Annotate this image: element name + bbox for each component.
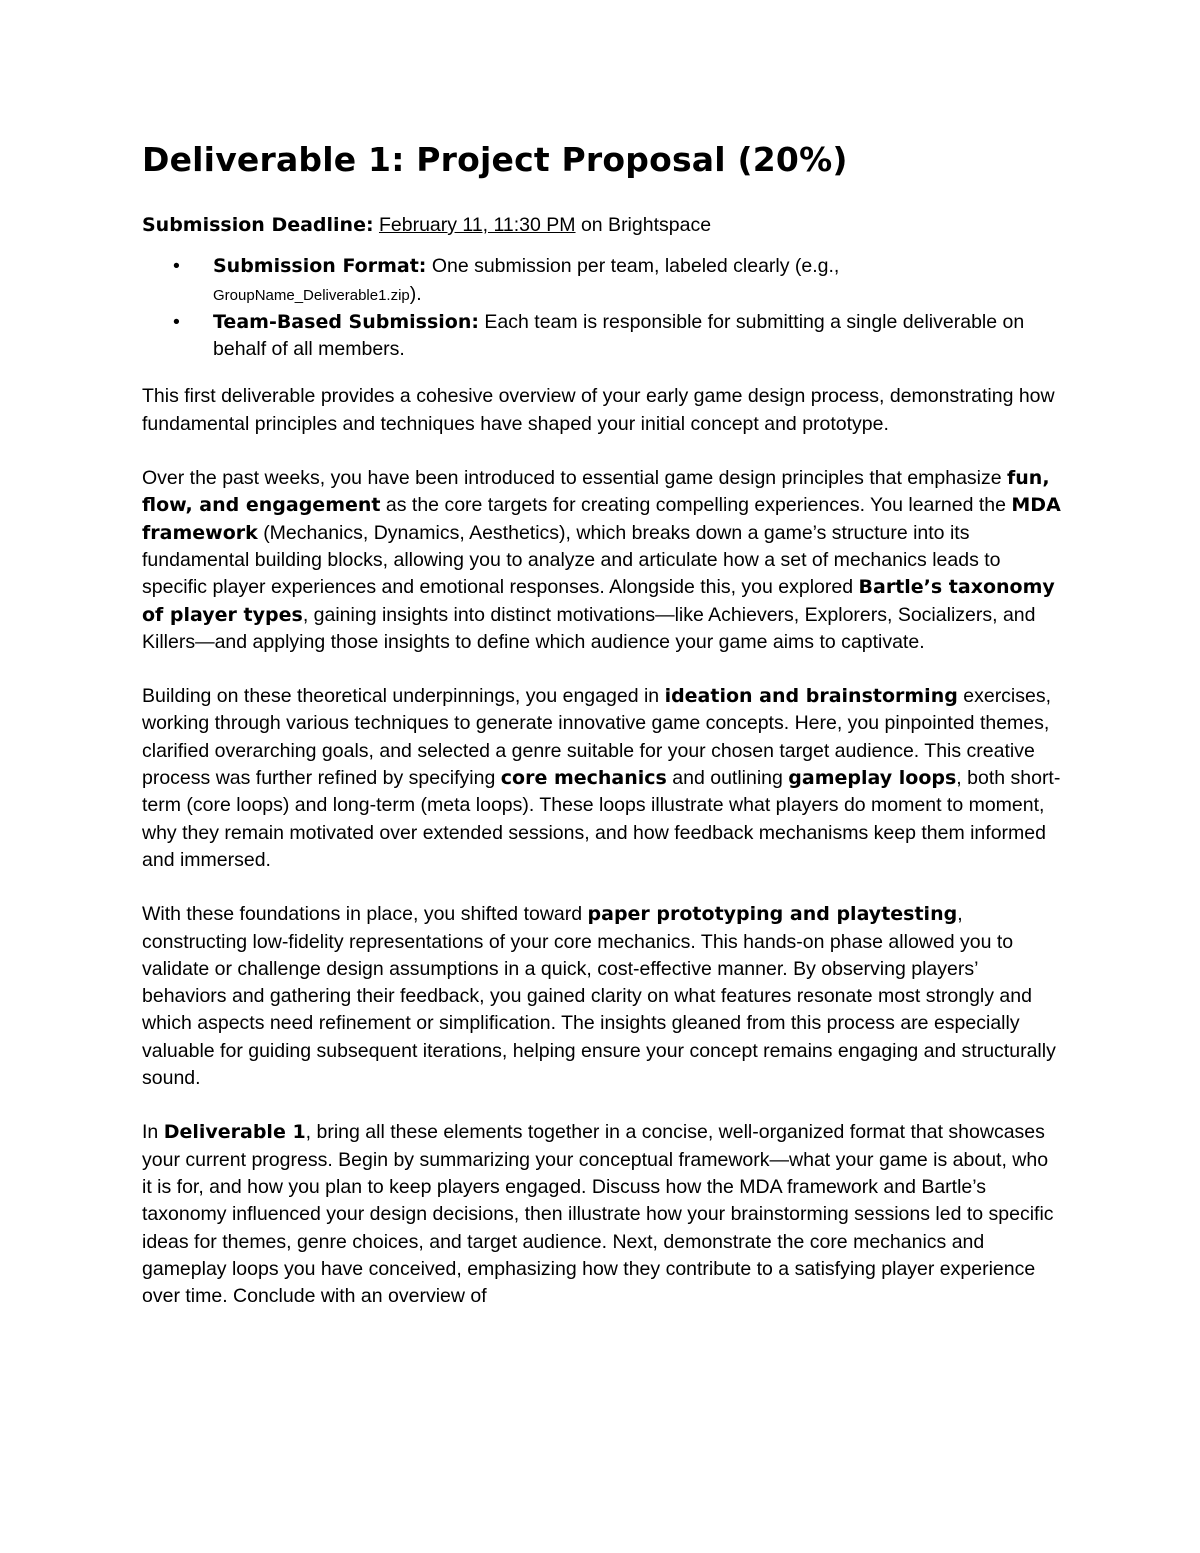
text-run: , bring all these elements together in a concise, well-organized format that showcases your current progress. Begin by summarizing your conceptual framework—what your game is about, who it is for, and how you plan to keep players engaged. Discuss how the MDA framework and Bartle’s taxonomy influenced your design decisions, then illustrate how your brainstorming sessions led to specific ideas for themes, genre choices, and target audience. Next, demonstrate the core mechanics and gameplay loops you have conceived, emphasizing how they contribute to a satisfying player experience over time. Conclude with an overview of bbox=[142, 1121, 1054, 1308]
paragraph-principles bbox=[142, 465, 1062, 656]
bold-term: ideation and brainstorming bbox=[664, 685, 958, 708]
bullet-label: Team-Based Submission: bbox=[213, 310, 479, 333]
text-run: , both short-term (core loops) and long-term (meta loops). These loops illustrate what players do moment to moment, why they remain motivated over extended sessions, and how feedback mechanisms keep them informed and immersed. bbox=[142, 767, 1061, 871]
bullet-dot-icon: • bbox=[173, 310, 180, 333]
document-title: Deliverable 1: Project Proposal (20%) bbox=[142, 140, 848, 179]
text-run: Building on these theoretical underpinnings, you engaged in bbox=[142, 685, 660, 708]
deadline-suffix: on Brightspace bbox=[580, 214, 712, 236]
paragraph-ideation bbox=[142, 683, 1062, 874]
text-run: (Mechanics, Dynamics, Aesthetics), which breaks down a game’s structure into its fundamental building blocks, allowing you to analyze and articulate how a set of mechanics leads to specific player experiences and emotional responses. Alongside this, you explored bbox=[142, 521, 1001, 599]
bold-term: core mechanics bbox=[500, 767, 667, 790]
submission-bullet-list bbox=[142, 253, 1062, 363]
bold-term: MDA framework bbox=[142, 494, 1061, 544]
bold-term: Bartle’s taxonomy of player types bbox=[142, 576, 1055, 626]
text-run: , gaining insights into distinct motivations—like Achievers, Explorers, Socializers, and Killers—and applying those insights to define which audience your game aims to captivate. bbox=[142, 603, 1036, 653]
text-run: In bbox=[142, 1121, 159, 1144]
bold-term: gameplay loops bbox=[788, 767, 957, 790]
bullet-label: Submission Format: bbox=[213, 255, 427, 278]
text-run: as the core targets for creating compelling experiences. You learned the bbox=[385, 494, 1006, 517]
bullet-dot-icon: • bbox=[173, 255, 180, 278]
bold-term: fun, flow, and engagement bbox=[142, 467, 1050, 517]
paragraph-overview: This first deliverable provides a cohesive overview of your early game design process, demonstrating how fundamental principles and techniques have shaped your initial concept and prototype. bbox=[142, 385, 1055, 435]
bullet-team-based-submission bbox=[173, 309, 1062, 364]
bullet-example-close: ). bbox=[409, 282, 422, 305]
bold-term: Deliverable 1 bbox=[163, 1121, 306, 1144]
document-page bbox=[142, 140, 1062, 1337]
text-run: With these foundations in place, you shifted toward bbox=[142, 903, 583, 926]
bullet-text: One submission per team, labeled clearly (e.g., bbox=[431, 255, 840, 278]
submission-deadline bbox=[142, 212, 1062, 239]
bullet-text: Each team is responsible for submitting a single deliverable on behalf of all members. bbox=[213, 310, 1025, 361]
bullet-submission-format bbox=[173, 253, 1062, 309]
bold-term: paper prototyping and playtesting bbox=[587, 903, 958, 926]
paragraph-prototyping bbox=[142, 901, 1062, 1092]
deadline-label: Submission Deadline: bbox=[142, 214, 374, 236]
bullet-example-filename: GroupName_Deliverable1.zip bbox=[213, 286, 410, 304]
text-run: , constructing low-fidelity representations of your core mechanics. This hands-on phase allowed you to validate or challenge design assumptions in a quick, cost-effective manner. By observing players’ behaviors and gathering their feedback, you gained clarity on what features resonate most strongly and which aspects need refinement or simplification. The insights gleaned from this process are especially valuable for guiding subsequent iterations, helping ensure your concept remains engaging and structurally sound. bbox=[142, 903, 1056, 1090]
text-run: Over the past weeks, you have been introduced to essential game design principles that emphasize bbox=[142, 467, 1002, 490]
text-run: exercises, working through various techniques to generate innovative game concepts. Here, you pinpointed themes, clarified overarching goals, and selected a genre suitable for your chosen target audience. This creative process was further refined by specifying bbox=[142, 685, 1052, 790]
paragraph-deliverable bbox=[142, 1119, 1062, 1310]
deadline-date: February 11, 11:30 PM bbox=[378, 214, 576, 236]
text-run: and outlining bbox=[672, 767, 783, 790]
